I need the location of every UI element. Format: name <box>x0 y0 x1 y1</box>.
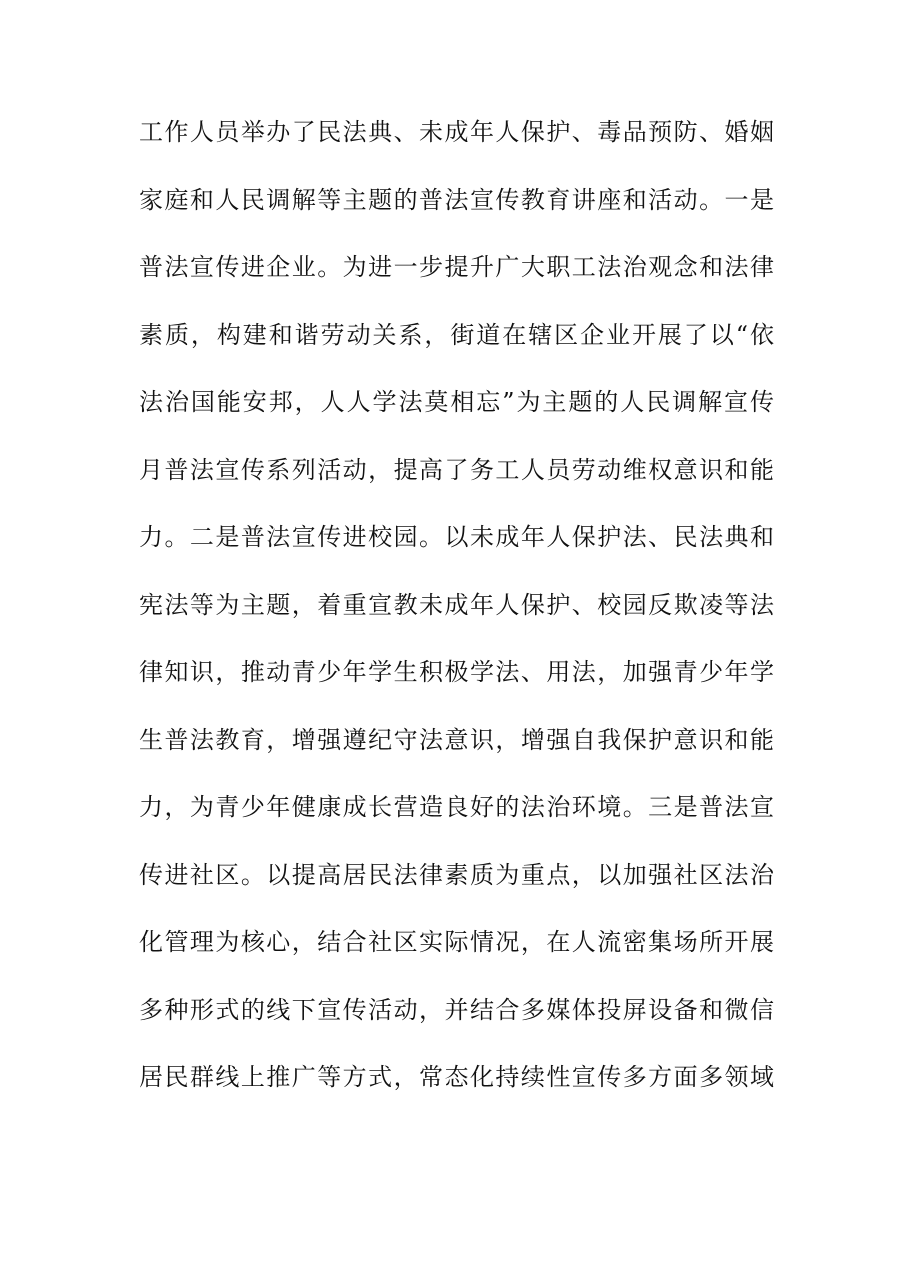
text-line-12: 传进社区。以提高居民法律素质为重点，以加强社区法治 <box>139 860 774 889</box>
text-line-5: 法治国能安邦，人人学法莫相忘”为主题的人民调解宣传 <box>139 388 774 416</box>
text-line-14: 多种形式的线下宣传活动，并结合多媒体投屏设备和微信 <box>139 995 774 1024</box>
text-line-2: 家庭和人民调解等主题的普法宣传教育讲座和活动。一是 <box>139 185 774 214</box>
body-paragraph <box>139 112 774 1125</box>
text-line-8: 宪法等为主题，着重宣教未成年人保护、校园反欺凌等法 <box>139 590 774 619</box>
text-line-9: 律知识，推动青少年学生积极学法、用法，加强青少年学 <box>139 658 774 686</box>
text-line-13: 化管理为核心，结合社区实际情况，在人流密集场所开展 <box>139 928 774 956</box>
text-line-4: 素质，构建和谐劳动关系，街道在辖区企业开展了以“依 <box>139 320 774 349</box>
text-line-11: 力，为青少年健康成长营造良好的法治环境。三是普法宣 <box>139 793 774 821</box>
text-line-7: 力。二是普法宣传进校园。以未成年人保护法、民法典和 <box>139 523 774 551</box>
text-line-3: 普法宣传进企业。为进一步提升广大职工法治观念和法律 <box>139 253 774 281</box>
text-line-10: 生普法教育，增强遵纪守法意识，增强自我保护意识和能 <box>139 725 774 754</box>
text-line-6: 月普法宣传系列活动，提高了务工人员劳动维权意识和能 <box>139 455 774 484</box>
text-line-1: 工作人员举办了民法典、未成年人保护、毒品预防、婚姻 <box>139 118 774 146</box>
text-line-15: 居民群线上推广等方式，常态化持续性宣传多方面多领域 <box>139 1063 774 1091</box>
